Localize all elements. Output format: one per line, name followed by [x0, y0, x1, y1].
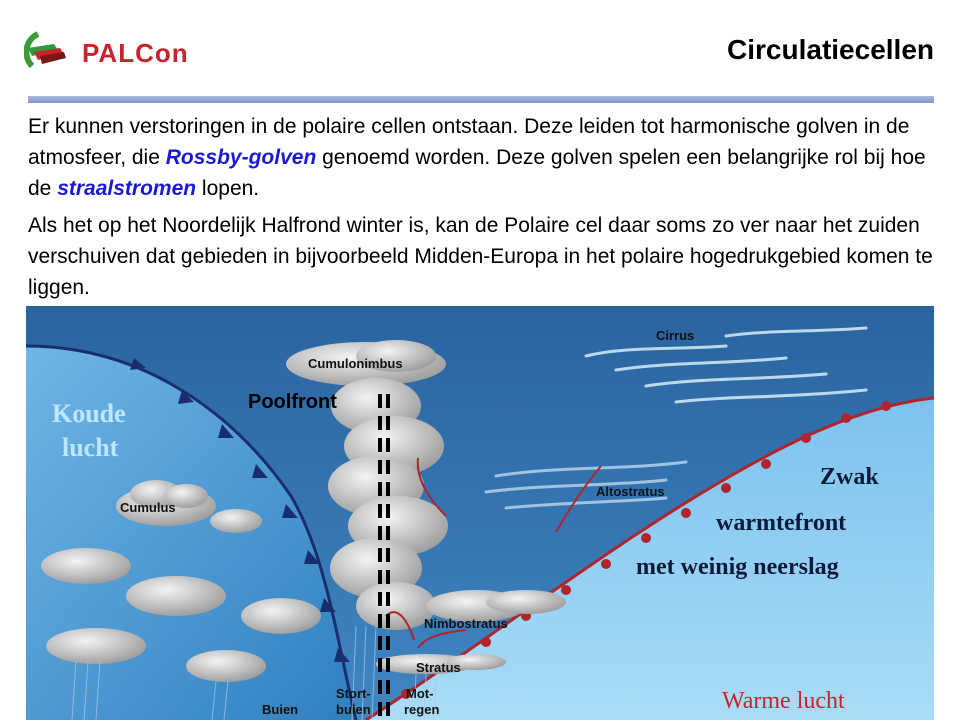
- label-nimbostratus: Nimbostratus: [424, 616, 508, 631]
- label-cirrus: Cirrus: [656, 328, 695, 343]
- label-zwak: Zwak: [820, 464, 879, 490]
- label-stortbuien-1: Stort-: [336, 686, 371, 701]
- label-weinig-neerslag: met weinig neerslag: [636, 554, 839, 580]
- label-cumulus: Cumulus: [120, 500, 176, 515]
- label-koude: Koude: [52, 399, 126, 428]
- label-poolfront: Poolfront: [248, 391, 337, 413]
- label-warme-lucht: Warme lucht: [722, 688, 845, 714]
- label-altostratus: Altostratus: [596, 484, 665, 499]
- front-diagram: [26, 306, 934, 720]
- label-cumulonimbus: Cumulonimbus: [308, 356, 403, 371]
- label-motregen-1: Mot-: [406, 686, 434, 701]
- label-koude-lucht: lucht: [62, 433, 119, 462]
- label-stortbuien-2: buien: [336, 702, 371, 717]
- title-divider: [28, 96, 934, 103]
- palcon-logo: [24, 26, 214, 76]
- slide-title: Circulatiecellen: [727, 34, 934, 65]
- front-diagram-svg: [26, 306, 934, 720]
- paragraph-rossby: Er kunnen verstoringen in de polaire cellen ontstaan. Deze leiden tot harmonische golven in de atmosfeer, die Rossby-golven genoemd worden. Deze golven spelen een belangrijke rol bij hoe de straalstromen lopen.: [28, 115, 926, 200]
- straalstromen-link[interactable]: straalstromen: [57, 177, 197, 200]
- label-motregen-2: regen: [404, 702, 440, 717]
- label-warmtefront: warmtefront: [716, 510, 847, 536]
- label-buien: Buien: [262, 702, 299, 717]
- logo-text: PALCon: [82, 38, 189, 68]
- palcon-logo-icon: [24, 26, 84, 76]
- label-stratus: Stratus: [416, 660, 461, 675]
- paragraph-polaire-cel: Als het op het Noordelijk Halfrond winter is, kan de Polaire cel daar soms zo ver naar het zuiden verschuiven dat gebieden in bijvoorbeeld Midden-Europa in het polaire hogedrukgebied komen te liggen.: [28, 214, 933, 299]
- rossby-link[interactable]: Rossby-golven: [165, 146, 317, 169]
